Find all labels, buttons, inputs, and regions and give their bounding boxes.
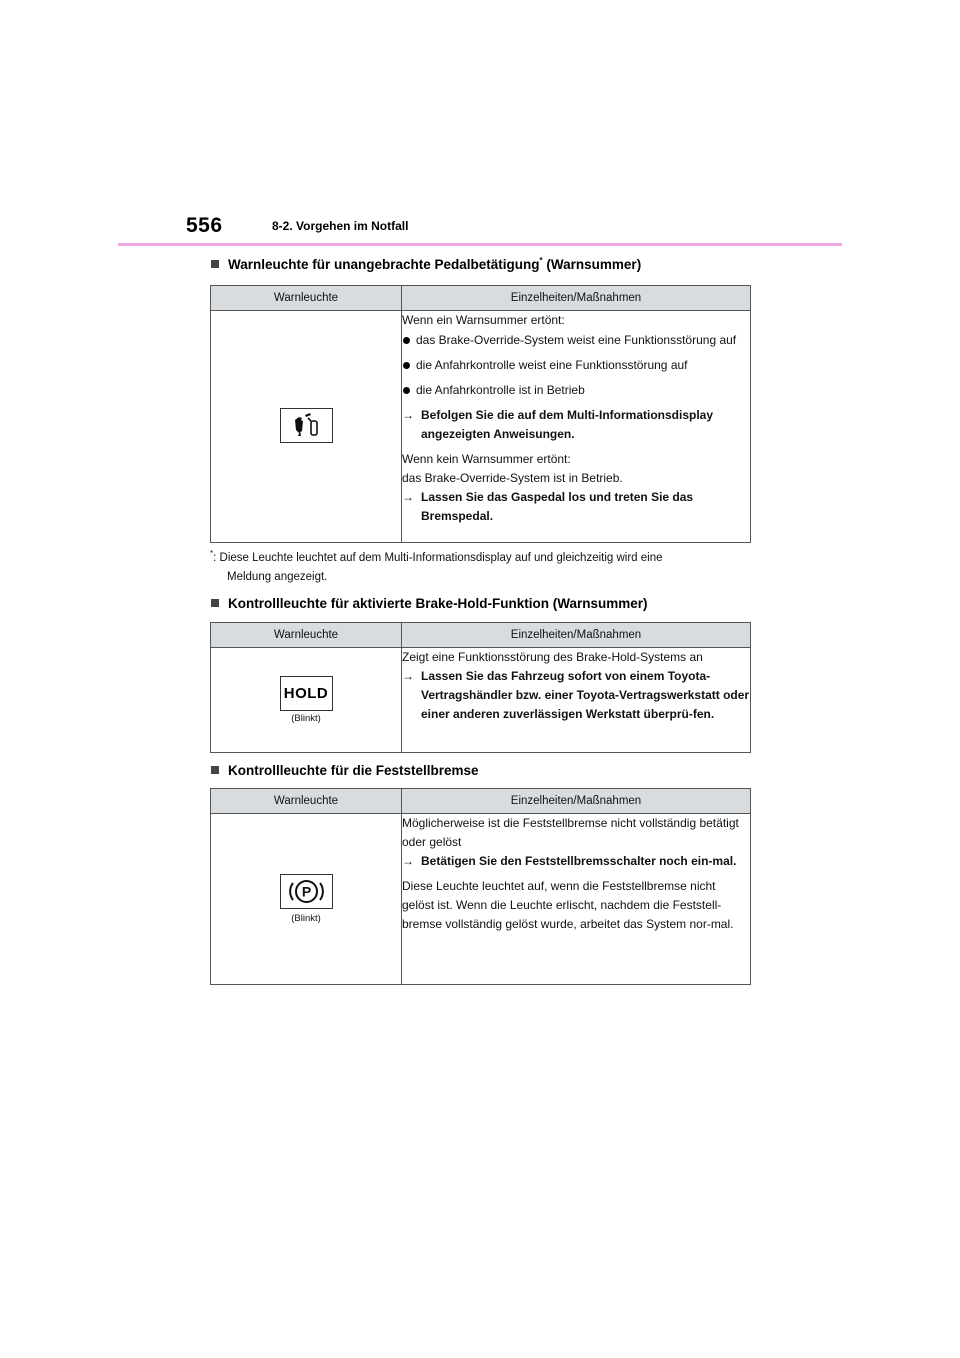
action-instruction: → Lassen Sie das Gaspedal los und treten Sie das Bremspedal. [402, 490, 694, 523]
svg-text:P: P [301, 883, 311, 900]
action-instruction: → Betätigen Sie den Feststellbremsschalter noch ein-mal. [402, 852, 750, 871]
header-divider [118, 243, 842, 246]
section-heading-brake-hold: Kontrollleuchte für aktivierte Brake-Hold-Funktion (Warnsummer) [211, 596, 648, 611]
column-header-warnleuchte: Warnleuchte [211, 789, 402, 814]
blink-caption: (Blinkt) [291, 713, 321, 724]
column-header-details: Einzelheiten/Maßnahmen [402, 286, 751, 311]
details-cell: Wenn ein Warnsummer ertönt: das Brake-Override-System weist eine Funktionsstörung auf die Anfahrkontrolle weist eine Funktionsstörung auf die Anfahrkontrolle ist in Betrieb → Befolgen Sie die auf dem Multi-Informationsdisplay angezeigten Anweisungen. Wenn kein Warnsummer ertönt: das Brake-Override-System ist in Betrieb. → Lassen Sie das Gaspedal los und treten Sie das Bremspedal. [402, 311, 751, 543]
section-heading-pedal-warning: Warnleuchte für unangebrachte Pedalbetätigung* (Warnsummer) [211, 257, 641, 272]
brake-hold-indicator-icon: HOLD [280, 676, 333, 711]
column-header-warnleuchte: Warnleuchte [211, 623, 402, 648]
section-heading-parking-brake: Kontrollleuchte für die Feststellbremse [211, 763, 479, 778]
pedal-misapplication-warning-icon [280, 408, 333, 443]
list-item: das Brake-Override-System weist eine Funktionsstörung auf [402, 331, 750, 350]
arrow-icon: → [402, 854, 414, 868]
square-bullet-icon [211, 766, 219, 774]
action-instruction: → Lassen Sie das Fahrzeug sofort von einem Toyota-Vertragshändler bzw. einer Toyota-Vertragswerkstatt oder einer anderen zuverlässigen Werkstatt überprü-fen. [402, 669, 750, 721]
details-cell: Möglicherweise ist die Feststellbremse nicht vollständig betätigt oder gelöst → Betätigen Sie den Feststellbremsschalter noch ein-mal. Diese Leuchte leuchtet auf, wenn die Feststellbremse nicht gelöst ist. Wenn die Leuchte erlischt, nachdem die Feststell-bremse vollständig gelöst wurde, arbeitet das System nor-mal. [402, 814, 751, 985]
page-number: 556 [186, 214, 223, 237]
arrow-icon: → [402, 669, 414, 683]
arrow-icon: → [402, 408, 414, 422]
brake-hold-table [210, 622, 751, 753]
footnote: *: Diese Leuchte leuchtet auf dem Multi-Informationsdisplay auf und gleichzeitig wird eine Meldung angezeigt. [210, 549, 663, 583]
parking-brake-indicator-icon [280, 874, 333, 909]
warning-light-cell [211, 648, 402, 753]
arrow-icon: → [402, 490, 414, 504]
chapter-title: 8-2. Vorgehen im Notfall [272, 219, 409, 233]
warning-light-cell [211, 814, 402, 985]
action-instruction: → Befolgen Sie die auf dem Multi-Informationsdisplay angezeigten Anweisungen. [402, 408, 714, 441]
column-header-warnleuchte: Warnleuchte [211, 286, 402, 311]
pedal-warning-table [210, 285, 751, 543]
column-header-details: Einzelheiten/Maßnahmen [402, 623, 751, 648]
square-bullet-icon [211, 599, 219, 607]
square-bullet-icon [211, 260, 219, 268]
blink-caption: (Blinkt) [291, 913, 321, 924]
warning-light-cell [211, 311, 402, 543]
column-header-details: Einzelheiten/Maßnahmen [402, 789, 751, 814]
parking-brake-table [210, 788, 751, 985]
list-item: die Anfahrkontrolle weist eine Funktionsstörung auf [402, 356, 750, 375]
list-item: die Anfahrkontrolle ist in Betrieb [402, 381, 750, 400]
details-cell: Zeigt eine Funktionsstörung des Brake-Hold-Systems an → Lassen Sie das Fahrzeug sofort von einem Toyota-Vertragshändler bzw. einer Toyota-Vertragswerkstatt oder einer anderen zuverlässigen Werkstatt überprü-fen. [402, 648, 751, 753]
